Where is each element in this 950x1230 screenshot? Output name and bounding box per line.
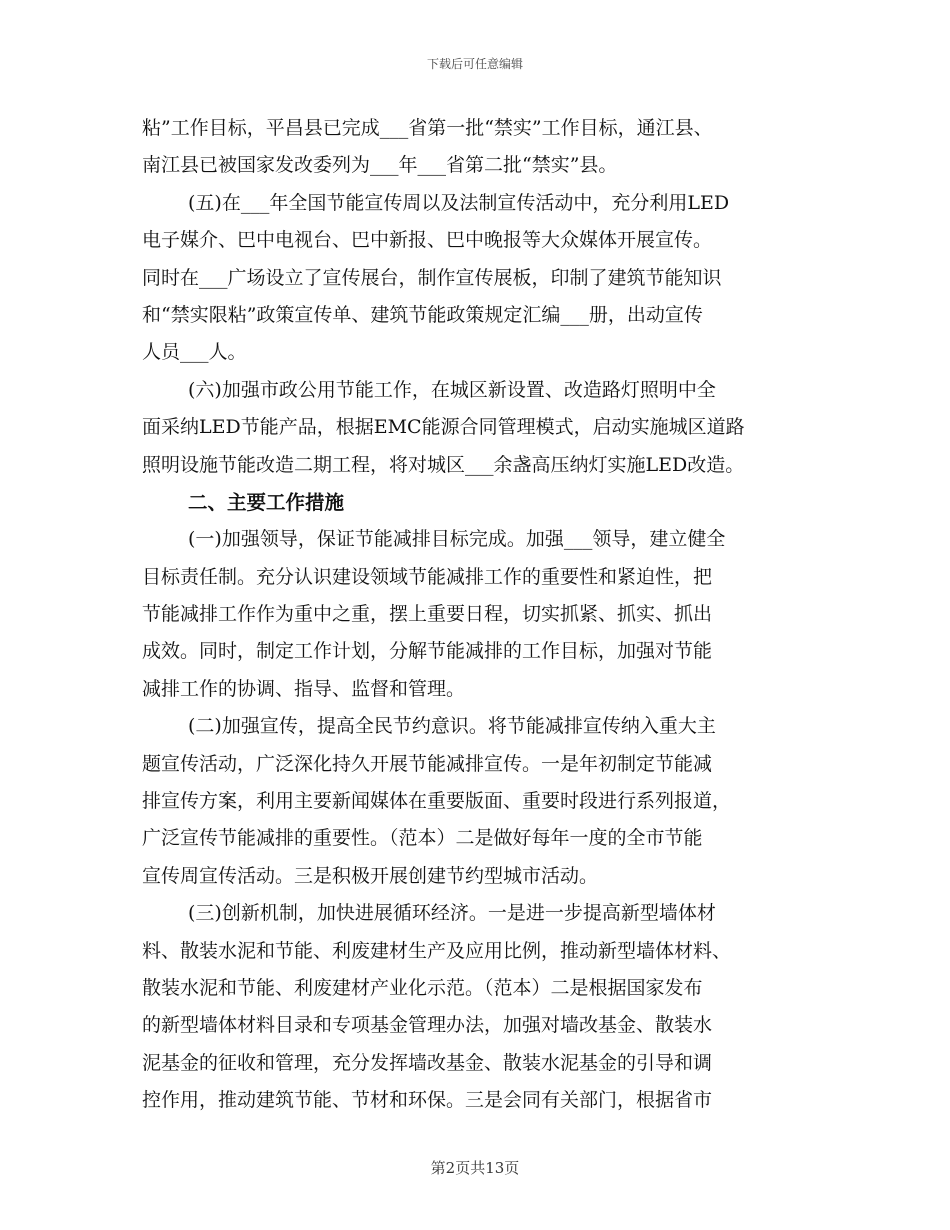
paragraph-line: (五)在___年全国节能宣传周以及法制宣传活动中，充分利用LED <box>188 191 730 214</box>
paragraph-line: 控作用，推动建筑节能、节材和环保。三是会同有关部门，根据省市 <box>142 1089 713 1112</box>
paragraph-line: (二)加强宣传，提高全民节约意识。将节能减排宣传纳入重大主 <box>188 715 716 738</box>
section-heading: 二、主要工作措施 <box>188 490 345 514</box>
paragraph-line: 的新型墙体材料目录和专项基金管理办法，加强对墙改基金、散装水 <box>142 1014 713 1037</box>
paragraph-line: 料、散装水泥和节能、利废建材生产及应用比例，推动新型墙体材料、 <box>142 939 732 962</box>
paragraph-line: 泥基金的征收和管理，充分发挥墙改基金、散装水泥基金的引导和调 <box>142 1051 713 1074</box>
paragraph-line: 题宣传活动，广泛深化持久开展节能减排宣传。一是年初制定节能减 <box>142 752 713 775</box>
paragraph-line: (三)创新机制，加快进展循环经济。一是进一步提高新型墙体材 <box>188 902 716 925</box>
paragraph-line: (六)加强市政公用节能工作，在城区新设置、改造路灯照明中全 <box>188 378 716 401</box>
paragraph-line: 和“禁实限粘”政策宣传单、建筑节能政策规定汇编___册，出动宣传 <box>142 303 703 326</box>
paragraph-line: 广泛宣传节能减排的重要性。（范本）二是做好每年一度的全市节能 <box>142 827 703 850</box>
paragraph-line: 目标责任制。充分认识建设领域节能减排工作的重要性和紧迫性，把 <box>142 565 713 588</box>
paragraph-line: 面采纳LED节能产品，根据EMC能源合同管理模式，启动实施城区道路 <box>142 416 745 439</box>
paragraph-line: 排宣传方案，利用主要新闻媒体在重要版面、重要时段进行系列报道， <box>142 790 732 813</box>
paragraph-line: 散装水泥和节能、利废建材产业化示范。（范本）二是根据国家发布 <box>142 976 703 999</box>
paragraph-line: 电子媒介、巴中电视台、巴中新报、巴中晚报等大众媒体开展宣传。 <box>142 229 713 252</box>
paragraph-line: 同时在___广场设立了宣传展台，制作宣传展板，印制了建筑节能知识 <box>142 266 722 289</box>
paragraph-line: 人员___人。 <box>142 341 247 364</box>
paragraph-line: 南江县已被国家发改委列为___年___省第二批“禁实”县。 <box>142 154 618 177</box>
paragraph-line: 粘”工作目标，平昌县已完成___省第一批“禁实”工作目标，通江县、 <box>142 117 713 139</box>
paragraph-line: 照明设施节能改造二期工程，将对城区___余盏高压纳灯实施LED改造。 <box>142 453 745 476</box>
paragraph-line: 宣传周宣传活动。三是积极开展创建节约型城市活动。 <box>142 864 599 887</box>
paragraph-line: 成效。同时，制定工作计划，分解节能减排的工作目标，加强对节能 <box>142 640 713 663</box>
document-body <box>142 110 832 1120</box>
page-footer: 第2页共13页 <box>430 1159 520 1177</box>
paragraph-line: 减排工作的协调、指导、监督和管理。 <box>142 677 466 700</box>
page-header: 下载后可任意编辑 <box>426 57 523 71</box>
paragraph-line: (一)加强领导，保证节能减排目标完成。加强___领导，建立健全 <box>188 528 726 551</box>
paragraph-line: 节能减排工作作为重中之重，摆上重要日程，切实抓紧、抓实、抓出 <box>142 603 713 626</box>
